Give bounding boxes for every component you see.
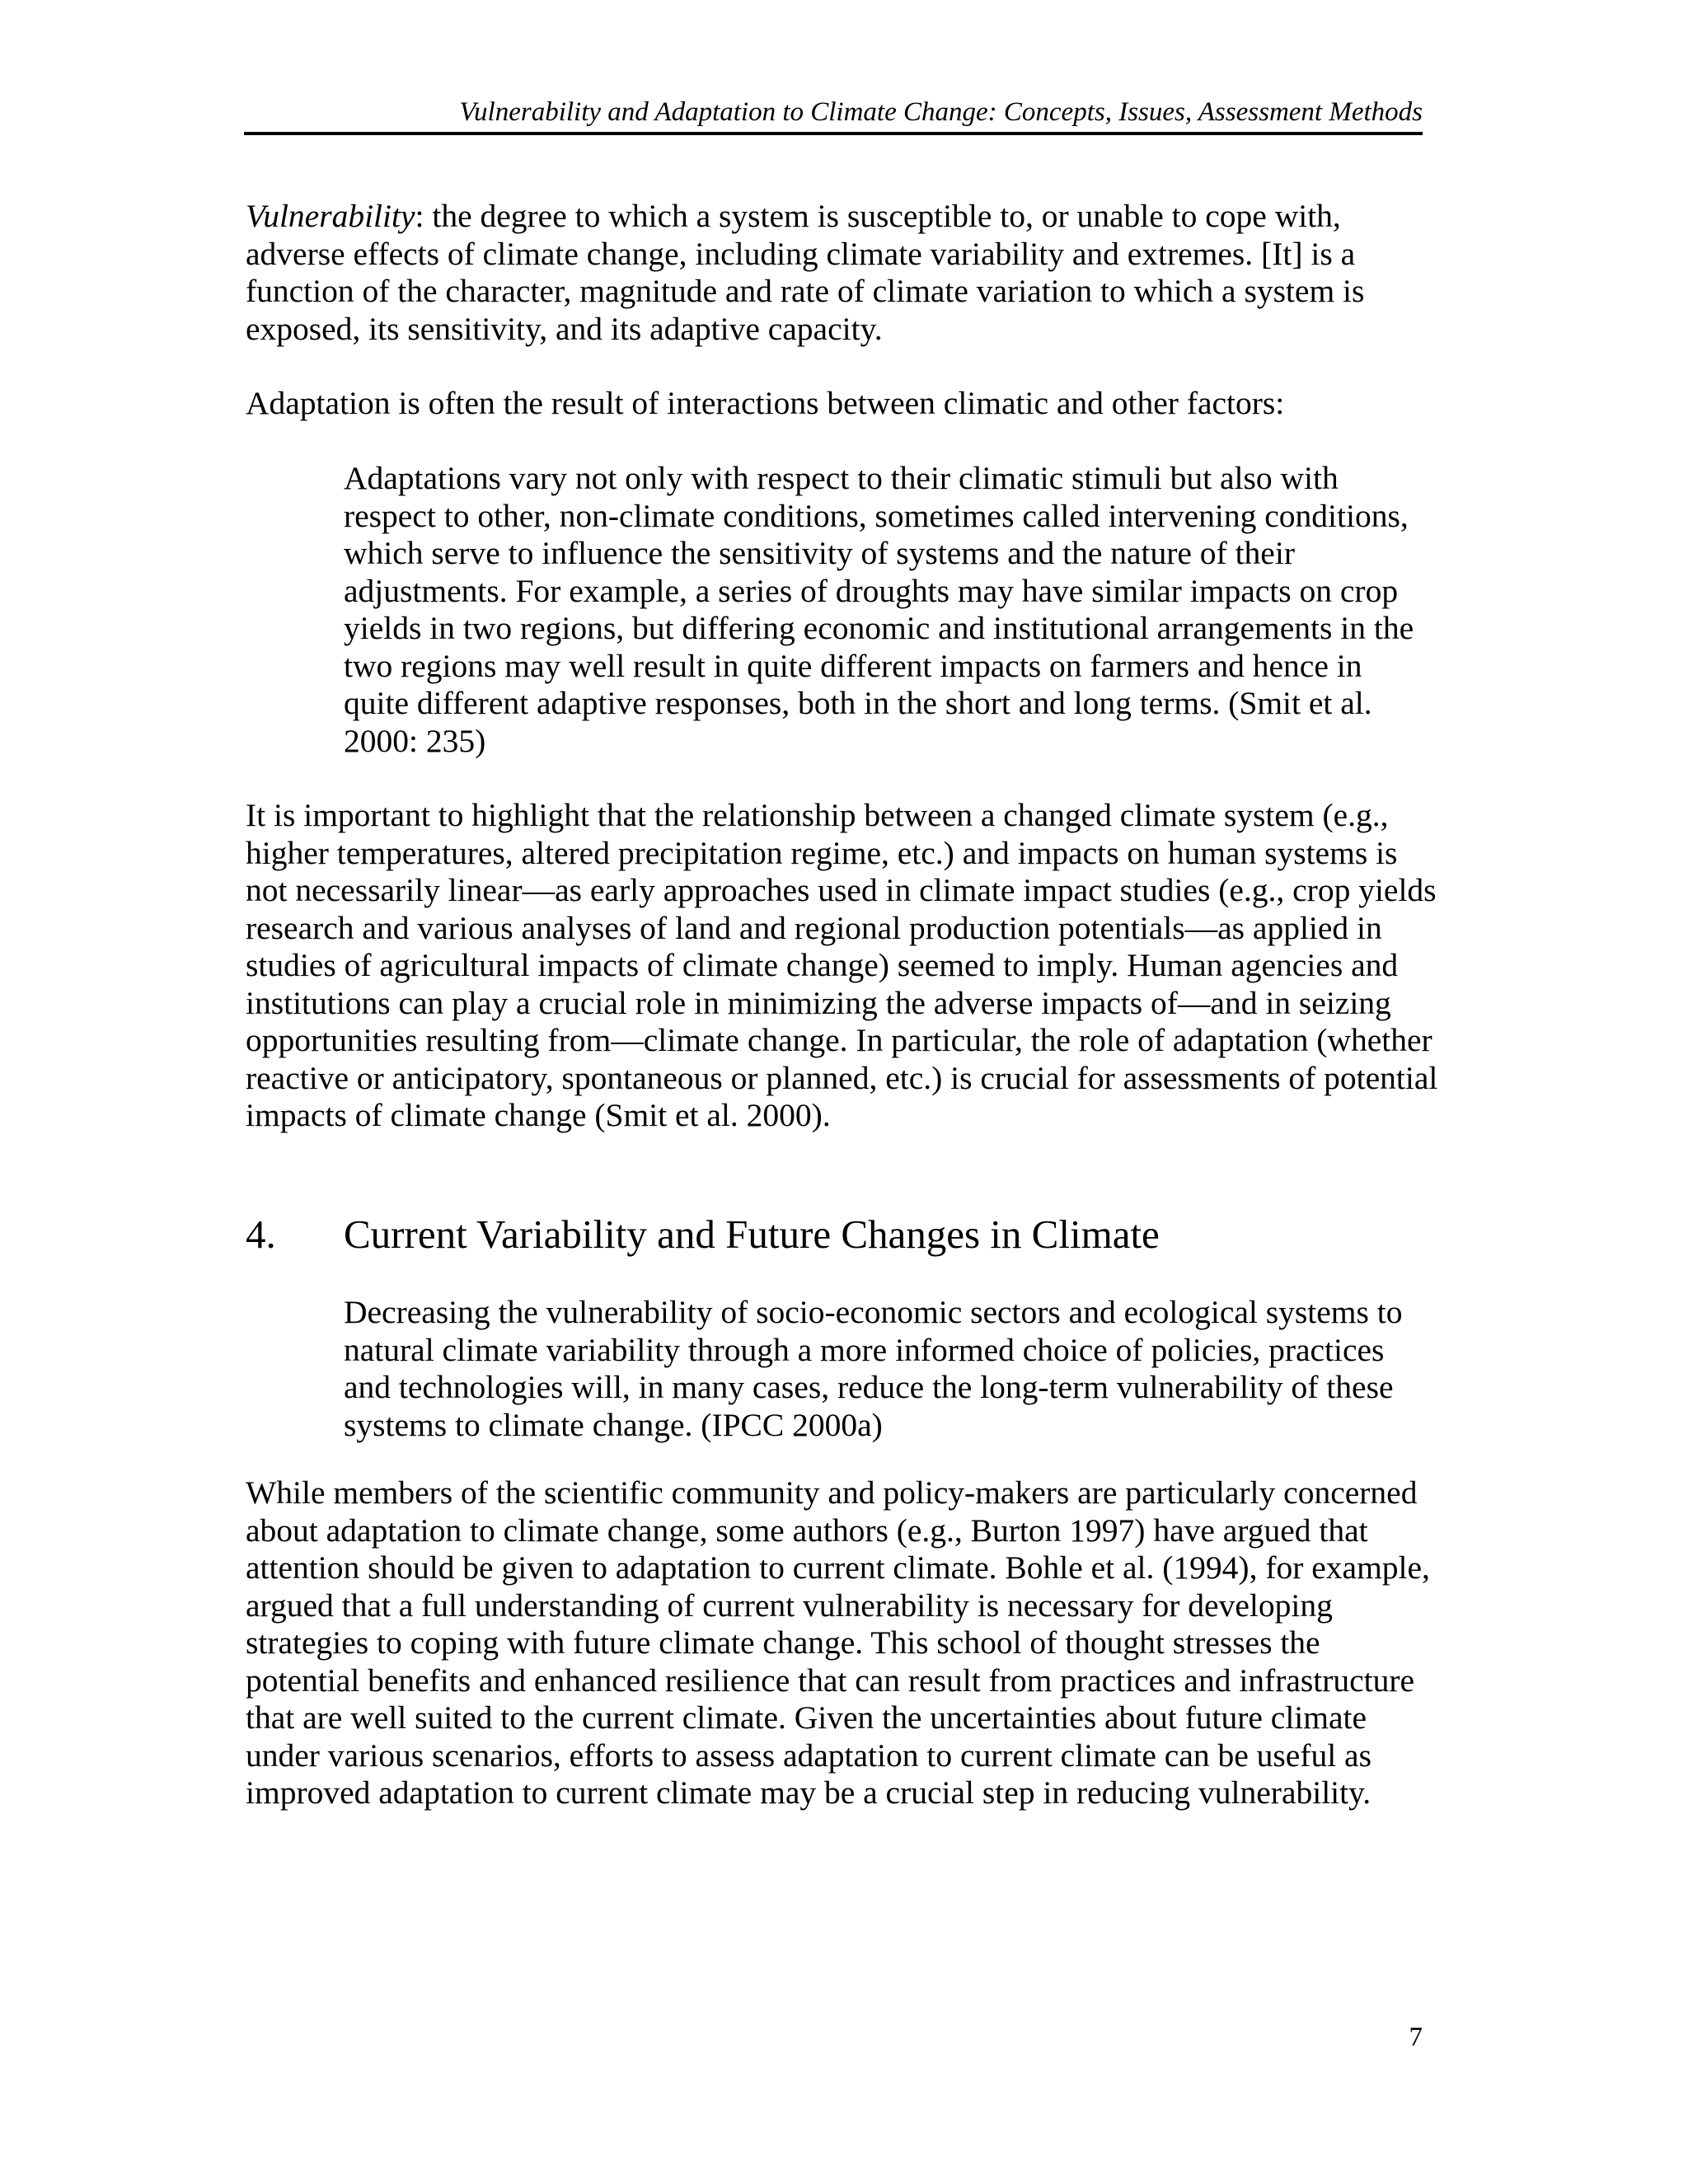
- vulnerability-definition: [246, 198, 1441, 348]
- current-climate-paragraph: While members of the scientific community and policy-makers are particularly concerned about adaptation to climate change, some authors (e.g., Burton 1997) have argued that attention should be given to adaptation to current climate. Bohle et al. (1994), for example, argued that a full understanding of current vulnerability is necessary for developing strategies to coping with future climate change. This school of thought stresses the potential benefits and enhanced resilience that can result from practices and infrastructure that are well suited to the current climate. Given the uncertainties about future climate under various scenarios, efforts to assess adaptation to current climate can be useful as improved adaptation to current climate may be a crucial step in reducing vulnerability.: [246, 1474, 1430, 1811]
- definition-term: Vulnerability: [246, 198, 415, 234]
- section-heading: [246, 1210, 1424, 1259]
- adaptation-intro-paragraph: Adaptation is often the result of interactions between climatic and other factors:: [246, 385, 1285, 421]
- running-header: Vulnerability and Adaptation to Climate Change: Concepts, Issues, Assessment Methods: [244, 96, 1423, 135]
- section-title: Current Variability and Future Changes in Climate: [344, 1212, 1160, 1257]
- smit-block-quote: Adaptations vary not only with respect to their climatic stimuli but also with respect to other, non-climate conditions, sometimes called intervening conditions, which serve to influence the sensitivity of systems and the nature of their adjustments. For example, a series of droughts may have similar impacts on crop yields in two regions, but differing economic and institutional arrangements in the two regions may well result in quite different impacts on farmers and hence in quite different adaptive responses, both in the short and long terms. (Smit et al. 2000: 235): [344, 460, 1414, 759]
- definition-text: : the degree to which a system is susceptible to, or unable to cope with, adverse effects of climate change, including climate variability and extremes. [It] is a function of the character, magnitude and rate of climate variation to which a system is exposed, its sensitivity, and its adaptive capacity.: [246, 198, 1365, 347]
- ipcc-block-quote: Decreasing the vulnerability of socio-economic sectors and ecological systems to natural climate variability through a more informed choice of policies, practices and technologies will, in many cases, reduce the long-term vulnerability of these systems to climate change. (IPCC 2000a): [344, 1294, 1403, 1443]
- relationship-paragraph: It is important to highlight that the relationship between a changed climate system (e.g., higher temperatures, altered precipitation regime, etc.) and impacts on human systems is not necessarily linear—as early approaches used in climate impact studies (e.g., crop yields research and various analyses of land and regional production potentials—as applied in studies of agricultural impacts of climate change) seemed to imply. Human agencies and institutions can play a crucial role in minimizing the adverse impacts of—and in seizing opportunities resulting from—climate change. In particular, the role of adaptation (whether reactive or anticipatory, spontaneous or planned, etc.) is crucial for assessments of potential impacts of climate change (Smit et al. 2000).: [246, 797, 1438, 1133]
- section-number: 4.: [246, 1212, 276, 1257]
- page-number: 7: [1409, 2022, 1423, 2052]
